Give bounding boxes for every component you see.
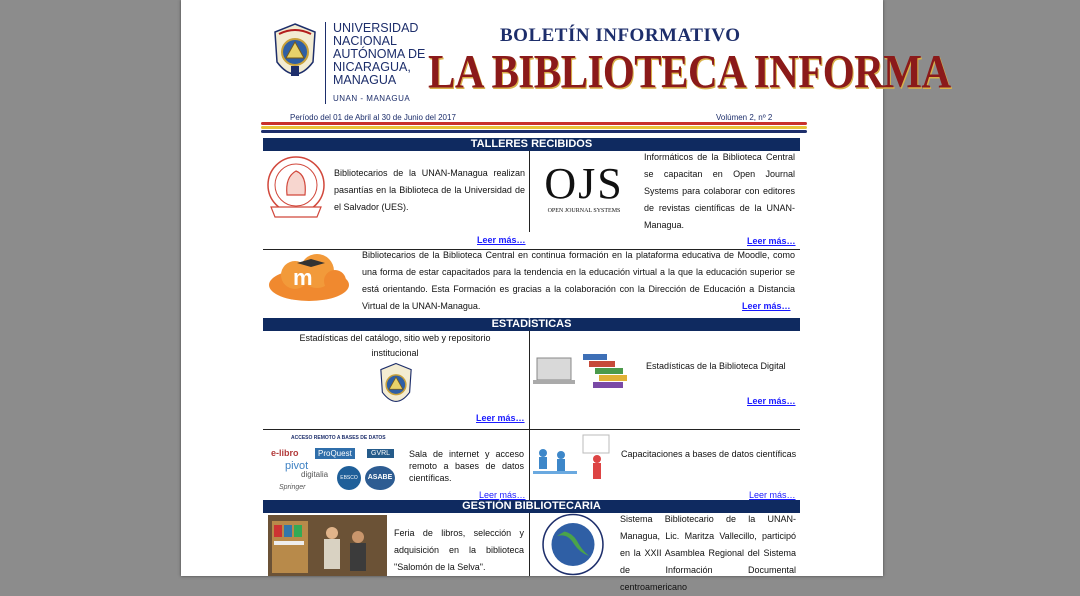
period-text: Período del 01 de Abril al 30 de Junio del 2017 [290,113,456,122]
university-name [333,22,425,87]
elibro-logo: e-libro [271,448,299,458]
column-divider [529,513,530,576]
university-short: UNAN - MANAGUA [333,94,411,103]
section-estadisticas: ESTADÍSTICAS [263,318,800,331]
newsletter-title: LA BIBLIOTECA INFORMA [428,45,951,99]
ojs-logo-subtitle: OPEN JOURNAL SYSTEMS [547,208,621,214]
read-more-link[interactable]: Leer más… [742,301,791,311]
estadisticas-item-4-text: Capacitaciones a bases de datos científicas [621,449,797,459]
unan-crest-logo [271,22,319,88]
column-divider [529,151,530,232]
read-more-link[interactable]: Leer más… [749,490,796,500]
volume-text: Volúmen 2, nº 2 [716,113,773,122]
moodle-letter: m [293,265,313,290]
boletin-label: BOLETÍN INFORMATIVO [500,25,741,46]
read-more-link[interactable]: Leer más… [479,490,526,500]
university-line: MANAGUA [333,73,397,87]
db-heading: ACCESO REMOTO A BASES DE DATOS [291,435,386,441]
row-divider [263,429,800,430]
ebsco-logo: EBSCO [337,466,361,490]
database-logos [269,448,403,496]
asabe-logo: ASABE [365,466,395,490]
university-line: UNIVERSIDAD [333,21,419,35]
book-fair-photo [268,515,387,576]
talleres-item-2-text: Informáticos de la Biblioteca Central se capacitan en Open Journal Systems para colaborar con editores de revistas científicas de la UNAN-Managua. [644,152,795,230]
talleres-item-3-text: Bibliotecarios de la Biblioteca Central en continua formación en la plataforma educativa de Moodle, como una forma de estar capacitados para la tendencia en la educación virtual a la que la educación superior se está orientando. Esta Formación es gracias a la colaboración con la Dirección de Educación a Distancia Virtual de la UNAN-Managua. [362,250,795,311]
stripe-navy [261,130,807,133]
digitalia-logo: digitalia [301,470,329,479]
university-line: AUTÓNOMA DE [333,47,426,61]
header-divider [325,22,326,104]
ues-seal-logo [265,153,327,223]
university-line: NACIONAL [333,34,397,48]
section-talleres: TALLERES RECIBIDOS [263,138,800,151]
gvrl-logo: GVRL [367,449,394,458]
proquest-logo: ProQuest [315,448,355,459]
gestion-item-1-text: Feria de libros, selección y adquisición en la biblioteca "Salomón de la Selva". [394,528,524,572]
springer-logo: Springer [279,484,306,491]
section-gestion: GESTIÓN BIBLIOTECARIA [263,500,800,513]
read-more-link[interactable]: Leer más… [477,235,526,245]
university-line: NICARAGUA, [333,60,411,74]
training-image [531,433,613,485]
estadisticas-item-1-text: Estadísticas del catálogo, sitio web y repositorio institucional [299,333,491,358]
stripe-yellow [261,126,807,129]
talleres-item-1-text: Bibliotecarios de la UNAN-Managua realizan pasantías en la Biblioteca de la Universidad de el Salvador (UES). [334,168,525,212]
estadisticas-item-3-text: Sala de internet y acceso remoto a bases de datos científicas. [409,449,524,483]
read-more-link[interactable]: Leer más… [476,413,525,423]
read-more-link[interactable]: Leer más… [747,396,796,406]
estadisticas-item-2-text: Estadísticas de la Biblioteca Digital [646,361,786,371]
stripe-red [261,122,807,125]
ojs-logo-text: OJS [544,159,624,208]
gestion-item-2-text: Sistema Bibliotecario de la UNAN-Managua, Lic. Maritza Vallecillo, participó en la XXII Asamblea Regional del Sistema de Información Documental centroamericano [620,514,796,592]
csuca-seal-logo [532,513,614,576]
read-more-link[interactable]: Leer más… [747,236,796,246]
pivot-logo: pivot [285,460,309,472]
ojs-logo [538,159,630,222]
column-divider [529,331,530,511]
digital-library-image [533,344,629,394]
unan-crest-small [374,362,418,412]
newsletter-page [181,0,951,592]
